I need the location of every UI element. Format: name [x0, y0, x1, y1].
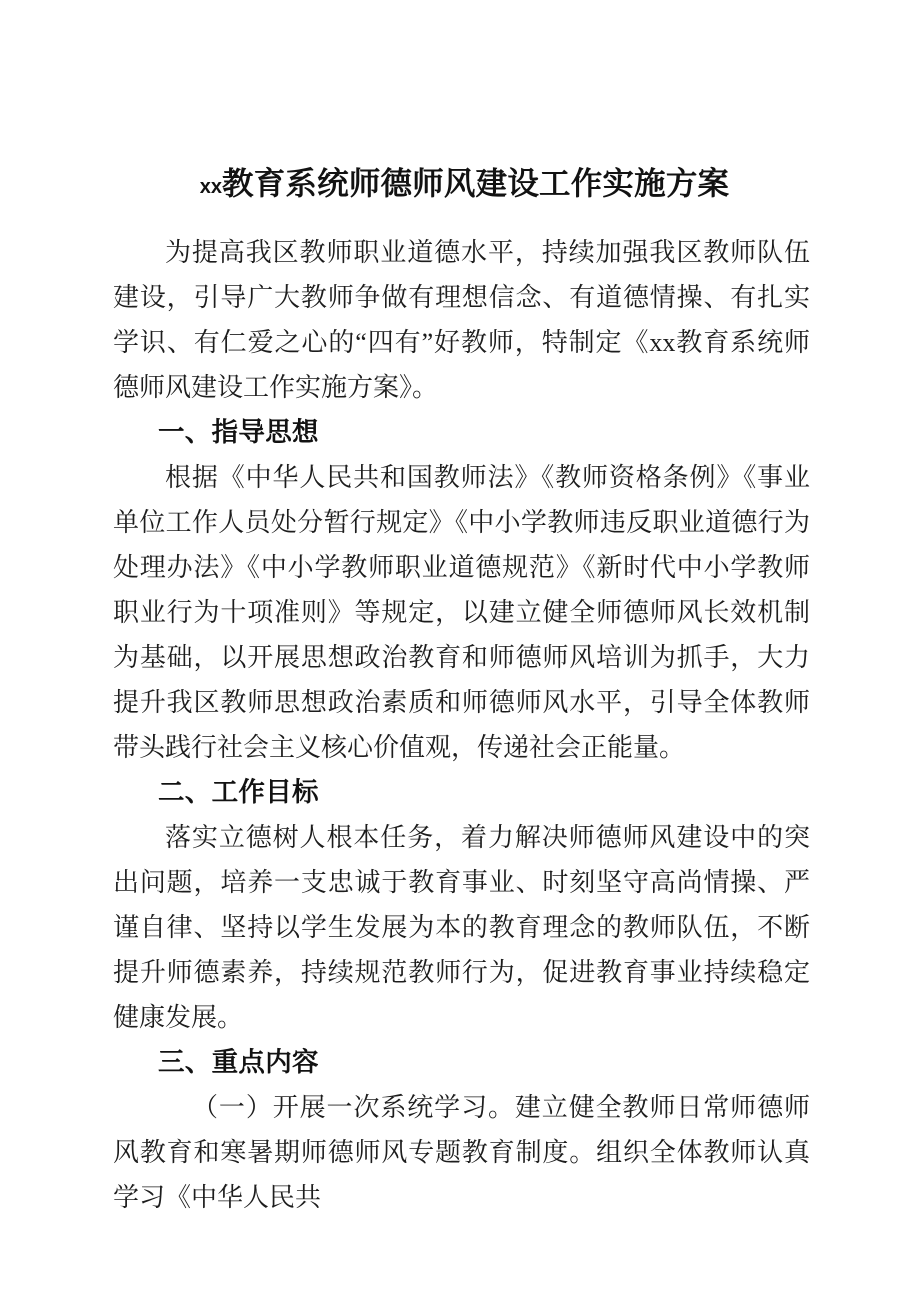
section-heading-1: 一、指导思想 — [158, 417, 319, 447]
section-heading-3: 三、重点内容 — [158, 1047, 319, 1077]
section-1-paragraph: 根据《中华人民共和国教师法》《教师资格条例》《事业单位工作人员处分暂行规定》《中小学教师违反职业道德行为处理办法》《中小学教师职业道德规范》《新时代中小学教师职业行为十项准则》等规定，以建立健全师德师风长效机制为基础，以开展思想政治教育和师德师风培训为抓手，大力提升我区教师思想政治素质和师德师风水平，引导全体教师带头践行社会主义核心价值观，传递社会正能量。 — [113, 463, 810, 762]
page-title-prefix: xx — [199, 176, 223, 198]
intro-paragraph: 为提高我区教师职业道德水平，持续加强我区教师队伍建设，引导广大教师争做有理想信念、有道德情操、有扎实学识、有仁爱之心的“四有”好教师，特制定《xx教育系统师德师风建设工作实施方案》。 — [113, 238, 810, 402]
section-heading-2: 二、工作目标 — [158, 777, 319, 807]
document-body — [113, 160, 810, 1220]
section-2-paragraph: 落实立德树人根本任务，着力解决师德师风建设中的突出问题，培养一支忠诚于教育事业、时刻坚守高尚情操、严谨自律、坚持以学生发展为本的教育理念的教师队伍，不断提升师德素养，持续规范教师行为，促进教育事业持续稳定健康发展。 — [113, 823, 810, 1032]
section-3-item-1: （一）开展一次系统学习。建立健全教师日常师德师风教育和寒暑期师德师风专题教育制度。组织全体教师认真学习《中华人民共 — [113, 1093, 810, 1212]
page-title-text: 教育系统师德师风建设工作实施方案 — [222, 165, 730, 201]
page-title — [113, 160, 810, 210]
